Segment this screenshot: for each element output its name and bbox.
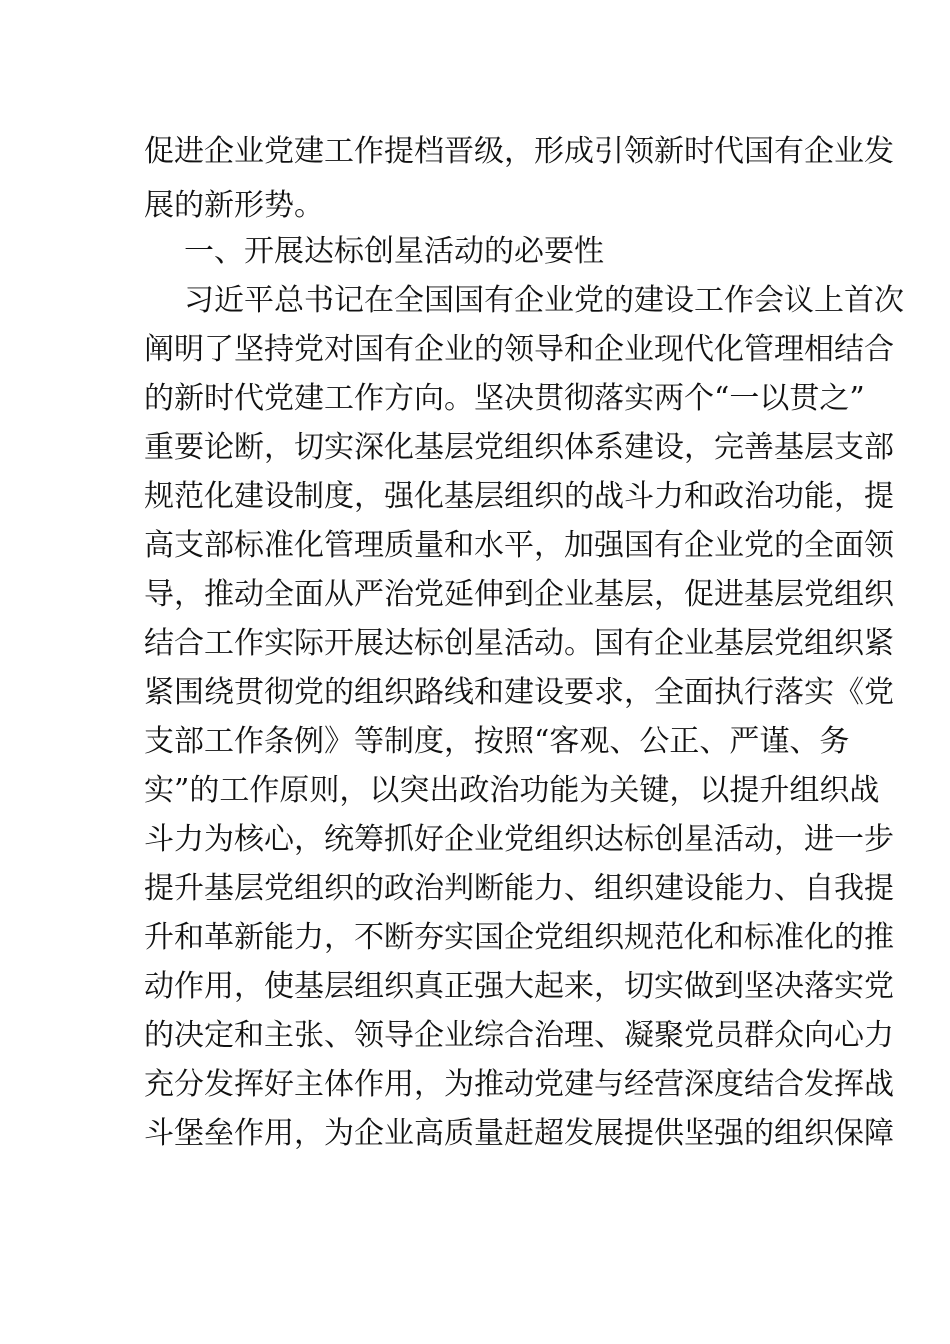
text-line: 导，推动全面从严治党延伸到企业基层，促进基层党组织 — [144, 577, 894, 612]
text-line: 促进企业党建工作提档晋级，形成引领新时代国有企业发 — [144, 134, 894, 169]
text-line: 支部工作条例》等制度，按照“客观、公正、严谨、务 — [144, 724, 850, 759]
text-line: 高支部标准化管理质量和水平，加强国有企业党的全面领 — [144, 528, 894, 563]
text-line: 充分发挥好主体作用，为推动党建与经营深度结合发挥战 — [144, 1067, 894, 1102]
text-line: 升和革新能力，不断夯实国企党组织规范化和标准化的推 — [144, 920, 894, 955]
text-line: 动作用，使基层组织真正强大起来，切实做到坚决落实党 — [144, 969, 894, 1004]
text-line: 实”的工作原则，以突出政治功能为关键，以提升组织战 — [144, 773, 880, 808]
text-line: 的决定和主张、领导企业综合治理、凝聚党员群众向心力 — [144, 1018, 894, 1053]
text-line: 斗堡垒作用，为企业高质量赶超发展提供坚强的组织保障 — [144, 1116, 894, 1151]
text-line: 的新时代党建工作方向。坚决贯彻落实两个“一以贯之” — [144, 381, 865, 416]
section-heading: 一、开展达标创星活动的必要性 — [184, 234, 604, 269]
text-line: 紧围绕贯彻党的组织路线和建设要求，全面执行落实《党 — [144, 675, 894, 710]
text-line: 展的新形势。 — [144, 188, 324, 223]
text-line: 规范化建设制度，强化基层组织的战斗力和政治功能，提 — [144, 479, 894, 514]
text-line: 习近平总书记在全国国有企业党的建设工作会议上首次 — [184, 283, 904, 318]
text-line: 重要论断，切实深化基层党组织体系建设，完善基层支部 — [144, 430, 894, 465]
text-line: 阐明了坚持党对国有企业的领导和企业现代化管理相结合 — [144, 332, 894, 367]
text-line: 斗力为核心，统筹抓好企业党组织达标创星活动，进一步 — [144, 822, 894, 857]
text-line: 结合工作实际开展达标创星活动。国有企业基层党组织紧 — [144, 626, 894, 661]
text-line: 提升基层党组织的政治判断能力、组织建设能力、自我提 — [144, 871, 894, 906]
